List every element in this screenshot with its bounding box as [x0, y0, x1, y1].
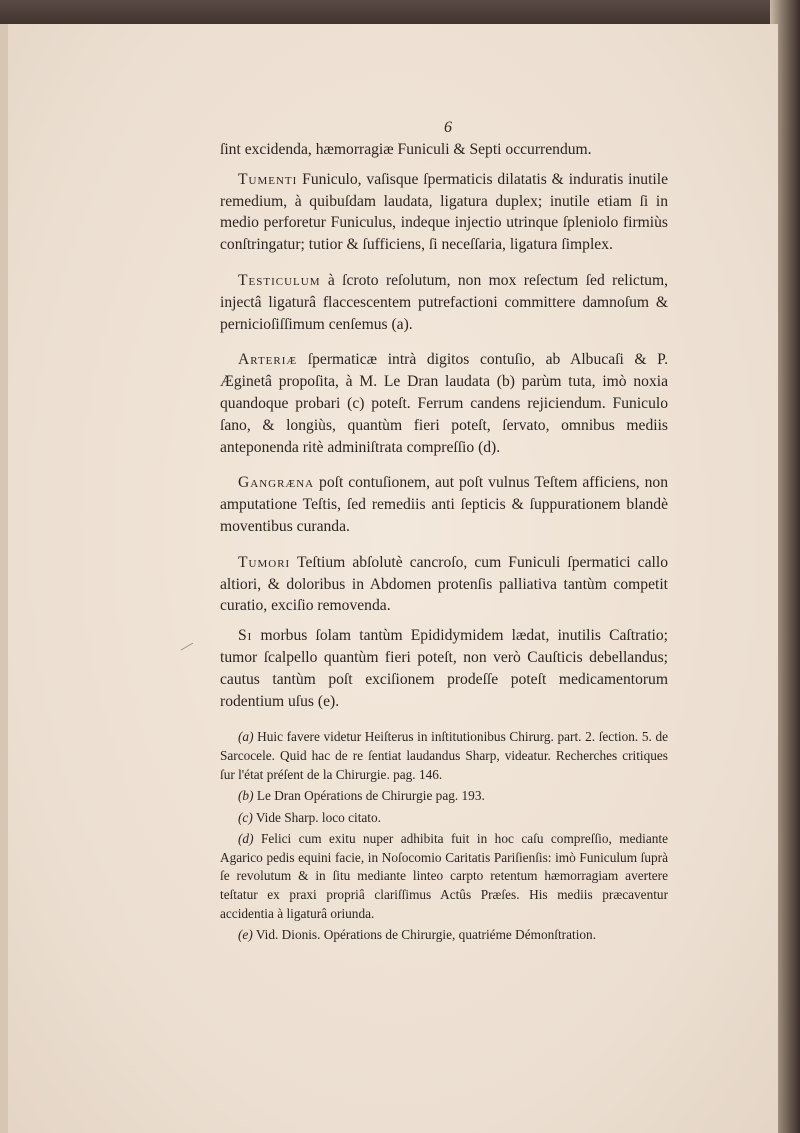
footnote-e-text: Vid. Dionis. Opérations de Chirurgie, quatriéme Démonſtration. — [252, 927, 597, 943]
paragraph-6-lead: Tumori — [238, 553, 291, 571]
paragraph-7 — [220, 625, 668, 712]
paragraph-4-text: ſpermaticæ intrà digitos contuſio, ab Albucaſi & P. Æginetâ propoſita, à M. Le Dran laudata (b) parùm tuta, imò noxia quandoque probari (c) poteſt. Ferrum candens rejiciendum. Funiculo ſano, & longiùs, quantùm fieri poteſt, ſervato, omnibus mediis anteponenda ritè adminiſtrata compreſſio (d). — [220, 351, 668, 456]
footnote-a — [220, 728, 668, 784]
pencil-mark — [181, 643, 194, 651]
paragraph-4-lead: Arteriæ — [238, 351, 298, 369]
paragraph-1 — [220, 139, 668, 161]
footnote-d-mark: (d) — [238, 831, 254, 847]
paragraph-1-text: ſint excidenda, hæmorragiæ Funiculi & Septi occurrendum. — [220, 141, 592, 158]
paragraph-5-text: poſt contuſionem, aut poſt vulnus Teſtem afficiens, non amputatione Teſtis, ſed remediis anti ſepticis & ſuppurationem blandè moventibus curanda. — [220, 474, 668, 535]
footnote-c — [220, 809, 668, 828]
footnotes — [220, 728, 668, 945]
footnote-c-mark: (c) — [238, 809, 253, 825]
paragraph-2 — [220, 169, 668, 256]
paragraph-3-text: à ſcroto reſolutum, non mox reſectum ſed relictum, injectâ ligaturâ flaccescentem putrefactioni committere damnoſum & pernicioſiſſimum cenſemus (a). — [220, 271, 668, 333]
page-number: 6 — [444, 119, 452, 136]
paragraph-5-lead: Gangræna — [238, 474, 315, 492]
footnote-e — [220, 926, 668, 945]
paragraph-6 — [220, 552, 668, 617]
paragraph-5 — [220, 472, 668, 537]
paragraph-4 — [220, 349, 668, 458]
paragraph-2-text: Funiculo, vaſisque ſpermaticis dilatatis & induratis inutile remedium, à quibuſdam laudata, ligatura duplex; inutile etiam ſi in medio perforetur Funiculus, indeque injectio utrinque ſpleniolo firmiùs conſtringatur; tutior & ſufficiens, ſi neceſſaria, ligatura ſimplex. — [220, 170, 668, 254]
page-text-block — [220, 119, 668, 945]
footnote-c-text: Vide Sharp. loco citato. — [252, 809, 381, 825]
footnote-b — [220, 787, 668, 806]
paragraph-3-lead: Testiculum — [238, 271, 321, 289]
footnote-d — [220, 830, 668, 923]
book-page — [0, 24, 778, 1133]
paragraph-6-text: Teſtium abſolutè cancroſo, cum Funiculi ſpermatici callo altiori, & doloribus in Abdomen protenſis palliativa tantùm competit curatio, exciſio removenda. — [220, 553, 668, 615]
paragraph-7-lead: Si — [238, 627, 253, 645]
footnote-d-text: Felici cum exitu nuper adhibita fuit in hoc caſu compreſſio, mediante Agarico pedis equini facie, in Noſocomio Caritatis Pariſienſis: imò Funiculum ſuprà ſe revolutum & in ſitu mediante linteo carpto retentum hæmorragiam avertere teſtatur ex praxi propriâ clariſſimus Actûs Præſes. His mediis præcaventur accidentia à ligaturâ oriunda. — [220, 831, 668, 921]
footnote-b-text: Le Dran Opérations de Chirurgie pag. 193. — [253, 788, 485, 804]
footnote-a-text: Huic favere videtur Heiſterus in inſtitutionibus Chirurg. part. 2. ſection. 5. de Sarcocele. Quid hac de re ſentiat laudandus Sharp, videatur. Recherches critiques ſur l'état préſent de la Chirurgie. pag. 146. — [220, 729, 668, 782]
paragraph-2-lead: Tumenti — [238, 170, 298, 188]
paragraph-7-text: morbus ſolam tantùm Epididymidem lædat, inutilis Caſtratio; tumor ſcalpello quantùm fieri poteſt, non verò Cauſticis debellandus; cautus tantùm poſt exciſionem prodeſſe poteſt medicamentorum rodentium uſus (e). — [220, 627, 668, 710]
footnote-a-mark: (a) — [238, 729, 254, 745]
footnote-b-mark: (b) — [238, 788, 254, 804]
paragraph-3 — [220, 270, 668, 335]
footnote-e-mark: (e) — [238, 927, 253, 943]
